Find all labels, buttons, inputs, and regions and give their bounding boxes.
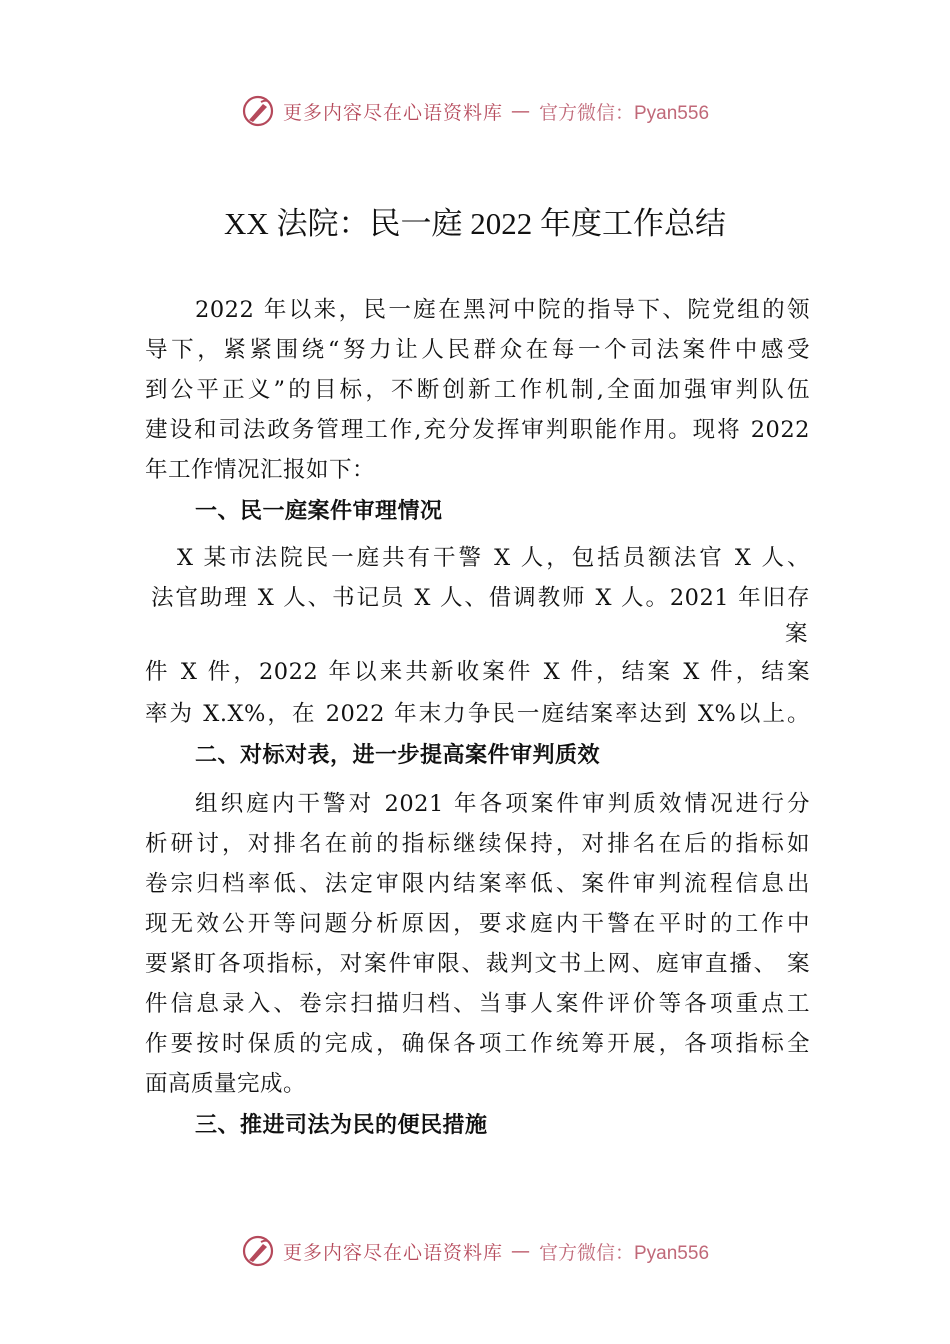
watermark-dash: — <box>511 100 531 122</box>
watermark-banner-top <box>0 94 950 128</box>
document-title: XX 法院：民一庭 2022 年度工作总结 <box>223 206 727 241</box>
watermark-wechat-text: 官方微信：Pyan556 <box>539 1242 710 1264</box>
paragraph-line: 面高质量完成。 <box>145 1071 307 1097</box>
section-heading-3: 三、推进司法为民的便民措施 <box>195 1113 488 1138</box>
watermark-site-text: 更多内容尽在心语资料库 <box>282 101 503 124</box>
pen-logo-icon <box>241 1234 275 1268</box>
watermark-dash: — <box>511 1240 531 1262</box>
paragraph-line: 要紧盯各项指标，对案件审限、裁判文书上网、庭审直播、 案 <box>145 951 810 977</box>
paragraph-line: 案 <box>785 621 809 647</box>
paragraph-line: 2022 年以来，民一庭在黑河中院的指导下、院党组的领 <box>195 297 810 323</box>
paragraph-line: 作要按时保质的完成，确保各项工作统筹开展，各项指标全 <box>145 1031 810 1057</box>
paragraph-line: 到公平正义”的目标，不断创新工作机制,全面加强审判队伍 <box>145 377 810 403</box>
paragraph-line: 年工作情况汇报如下： <box>145 457 376 483</box>
paragraph-line: 建设和司法政务管理工作,充分发挥审判职能作用。现将 2022 <box>145 417 810 443</box>
paragraph-line: 现无效公开等问题分析原因，要求庭内干警在平时的工作中 <box>145 911 810 937</box>
paragraph-line: 法官助理 X 人、书记员 X 人、借调教师 X 人。2021 年旧存 <box>151 585 810 611</box>
watermark-banner-bottom <box>0 1234 950 1268</box>
watermark-site-text: 更多内容尽在心语资料库 <box>282 1241 503 1264</box>
paragraph-line: 组织庭内干警对 2021 年各项案件审判质效情况进行分 <box>195 791 810 817</box>
paragraph-line: 卷宗归档率低、法定审限内结案率低、案件审判流程信息出 <box>145 871 810 897</box>
paragraph-line: X 某市法院民一庭共有干警 X 人，包括员额法官 X 人、 <box>177 545 810 571</box>
paragraph-line: 件信息录入、卷宗扫描归档、当事人案件评价等各项重点工 <box>145 991 810 1017</box>
section-heading-1: 一、民一庭案件审理情况 <box>195 499 443 524</box>
section-heading-2: 二、对标对表，进一步提高案件审判质效 <box>195 743 601 768</box>
watermark-wechat-text: 官方微信：Pyan556 <box>539 102 710 124</box>
paragraph-line: 析研讨，对排名在前的指标继续保持，对排名在后的指标如 <box>145 831 810 857</box>
paragraph-line: 导下，紧紧围绕“努力让人民群众在每一个司法案件中感受 <box>145 337 810 363</box>
paragraph-line: 件 X 件，2022 年以来共新收案件 X 件，结案 X 件，结案 <box>145 659 810 685</box>
paragraph-line: 率为 X.X%，在 2022 年末力争民一庭结案率达到 X%以上。 <box>145 701 810 727</box>
pen-logo-icon <box>241 94 275 128</box>
